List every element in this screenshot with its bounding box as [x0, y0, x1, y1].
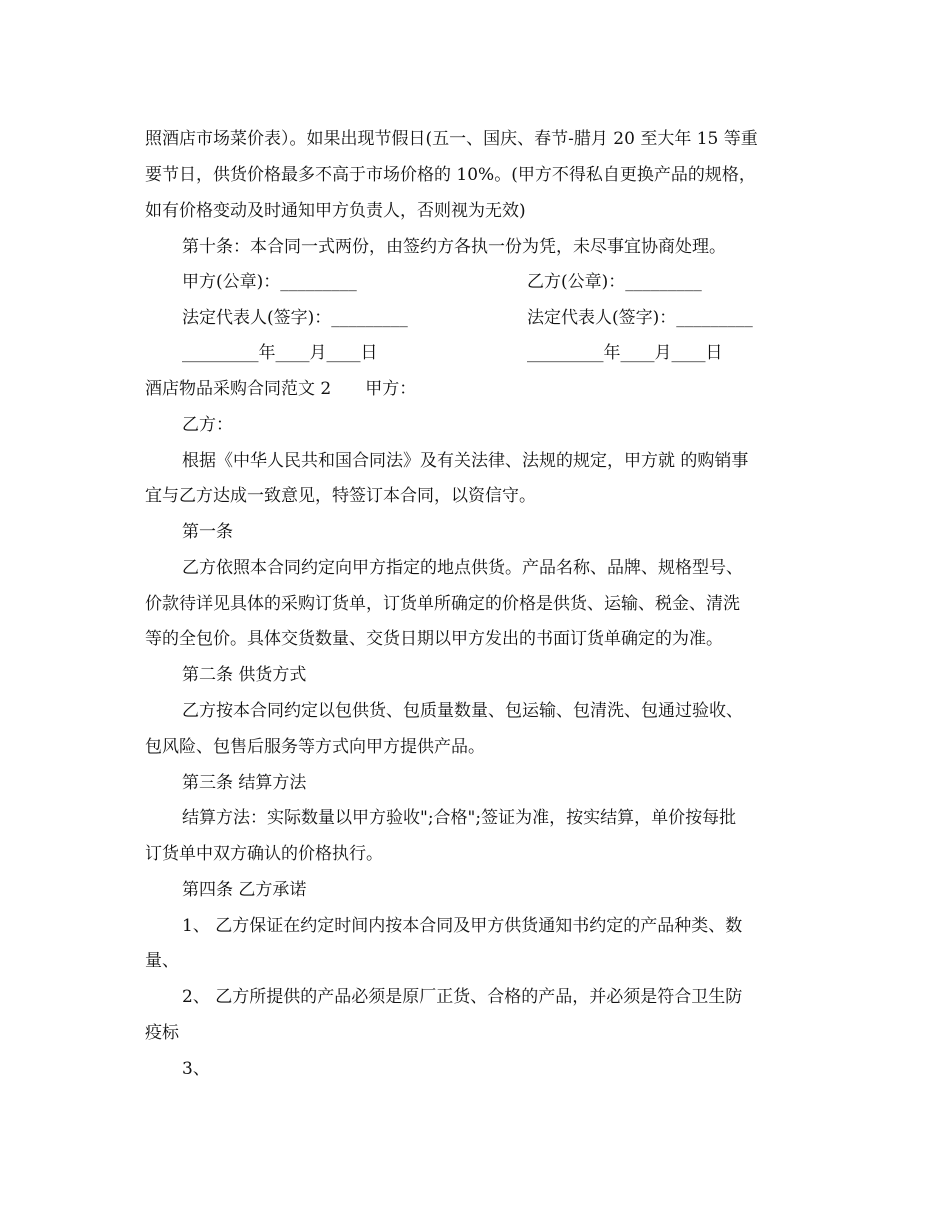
list-item: 2、 乙方所提供的产品必须是原厂正货、合格的产品，并必须是符合卫生防	[182, 987, 743, 1007]
paragraph-line: 乙方依照本合同约定向甲方指定的地点供货。产品名称、品牌、规格型号、	[182, 558, 743, 578]
party-a-date: _________年____月____日	[182, 343, 378, 363]
document-title: 酒店物品采购合同范文 2	[145, 379, 332, 399]
party-b-label: 乙方：	[182, 415, 233, 435]
paragraph-line: 根据《中华人民共和国合同法》及有关法律、法规的规定，甲方就 的购销事	[182, 451, 749, 471]
article-heading: 第三条 结算方法	[182, 773, 307, 793]
paragraph-line: 要节日，供货价格最多不高于市场价格的 10%。(甲方不得私自更换产品的规格，	[145, 165, 756, 185]
list-item: 1、 乙方保证在约定时间内按本合同及甲方供货通知书约定的产品种类、数	[182, 916, 743, 936]
paragraph-line: 订货单中双方确认的价格执行。	[145, 844, 383, 864]
party-b-seal: 乙方(公章)：_________	[527, 272, 702, 292]
article-heading: 第一条	[182, 522, 233, 542]
paragraph-line: 包风险、包售后服务等方式向甲方提供产品。	[145, 737, 485, 757]
party-b-date: _________年____月____日	[527, 343, 723, 363]
second-document-heading	[145, 377, 810, 401]
list-item-continuation: 量、	[145, 951, 179, 971]
paragraph-line: 宜与乙方达成一致意见，特签订本合同，以资信守。	[145, 486, 536, 506]
party-b-representative: 法定代表人(签字)：_________	[527, 308, 753, 328]
paragraph-line: 乙方按本合同约定以包供货、包质量数量、包运输、包清洗、包通过验收、	[182, 701, 743, 721]
paragraph-line: 价款待详见具体的采购订货单，订货单所确定的价格是供货、运输、税金、清洗	[145, 594, 740, 614]
party-a-representative: 法定代表人(签字)：_________	[182, 308, 408, 328]
party-a-label: 甲方：	[365, 379, 417, 399]
list-item: 3、	[182, 1059, 210, 1079]
paragraph-line: 等的全包价。具体交货数量、交货日期以甲方发出的书面订货单确定的为准。	[145, 629, 723, 649]
party-a-seal: 甲方(公章)：_________	[182, 272, 357, 292]
list-item-continuation: 疫标	[145, 1023, 179, 1043]
article-heading: 第四条 乙方承诺	[182, 880, 307, 900]
clause-ten: 第十条：本合同一式两份，由签约方各执一份为凭，未尽事宜协商处理。	[182, 237, 726, 257]
paragraph-line: 照酒店市场菜价表）。如果出现节假日(五一、国庆、春节-腊月 20 至大年 15 等重	[145, 129, 758, 149]
article-heading: 第二条 供货方式	[182, 665, 307, 685]
paragraph-line: 结算方法：实际数量以甲方验收";合格";签证为准，按实结算，单价按每批	[182, 808, 737, 828]
paragraph-line: 如有价格变动及时通知甲方负责人，否则视为无效)	[145, 201, 526, 221]
